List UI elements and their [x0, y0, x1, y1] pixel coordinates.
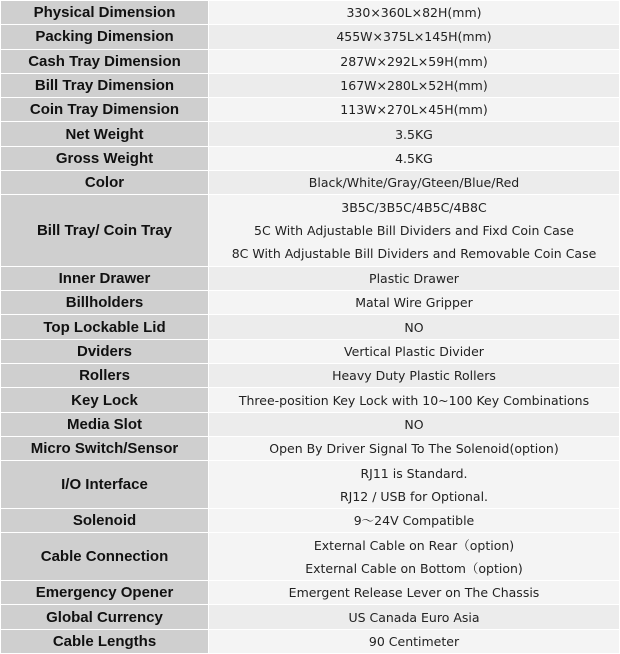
spec-value-line: Open By Driver Signal To The Solenoid(option): [269, 441, 559, 457]
spec-value-line: 330×360L×82H(mm): [346, 5, 482, 21]
spec-value: [209, 364, 619, 387]
spec-row: [1, 605, 619, 628]
spec-value: [209, 315, 619, 338]
spec-value: [209, 461, 619, 508]
spec-label: Dviders: [1, 340, 208, 363]
spec-row: [1, 147, 619, 170]
spec-row: [1, 413, 619, 436]
spec-value: [209, 581, 619, 604]
spec-row: [1, 25, 619, 48]
spec-value: [209, 630, 619, 653]
spec-value: [209, 605, 619, 628]
spec-table-body: [1, 1, 619, 653]
spec-value-line: Matal Wire Gripper: [355, 295, 473, 311]
spec-row: [1, 98, 619, 121]
spec-value: [209, 74, 619, 97]
spec-value: [209, 122, 619, 145]
spec-label: Bill Tray Dimension: [1, 74, 208, 97]
spec-value-line: 287W×292L×59H(mm): [340, 53, 488, 69]
spec-row: [1, 1, 619, 24]
spec-label: I/O Interface: [1, 461, 208, 508]
spec-row: [1, 630, 619, 653]
spec-value-line: 3B5C/3B5C/4B5C/4B8C: [341, 200, 487, 216]
spec-value-line: External Cable on Rear（option): [313, 537, 515, 553]
spec-row: [1, 533, 619, 580]
spec-value-line: Emergent Release Lever on The Chassis: [288, 585, 540, 601]
spec-label: Top Lockable Lid: [1, 315, 208, 338]
spec-value: [209, 437, 619, 460]
spec-row: [1, 364, 619, 387]
spec-row: [1, 581, 619, 604]
spec-value: [209, 267, 619, 290]
spec-value-line: NO: [404, 319, 424, 335]
spec-row: [1, 267, 619, 290]
spec-row: [1, 122, 619, 145]
spec-value-line: Heavy Duty Plastic Rollers: [332, 368, 496, 384]
spec-value-line: 3.5KG: [395, 126, 433, 142]
spec-value-line: RJ11 is Standard.: [360, 465, 468, 481]
spec-value: [209, 1, 619, 24]
spec-label: Rollers: [1, 364, 208, 387]
spec-row: [1, 315, 619, 338]
spec-label: Gross Weight: [1, 147, 208, 170]
spec-row: [1, 74, 619, 97]
spec-value: [209, 533, 619, 580]
spec-value: [209, 98, 619, 121]
spec-value: [209, 195, 619, 266]
spec-value: [209, 147, 619, 170]
spec-value-line: 9～24V Compatible: [353, 513, 475, 529]
spec-value-line: NO: [404, 416, 424, 432]
spec-label: Inner Drawer: [1, 267, 208, 290]
spec-value-line: Black/White/Gray/Gteen/Blue/Red: [308, 175, 520, 191]
spec-label: Media Slot: [1, 413, 208, 436]
spec-value-line: 8C With Adjustable Bill Dividers and Removable Coin Case: [231, 246, 597, 262]
spec-value: [209, 388, 619, 411]
spec-value: [209, 509, 619, 532]
spec-label: Physical Dimension: [1, 1, 208, 24]
spec-value-line: 455W×375L×145H(mm): [336, 29, 492, 45]
spec-value-line: Vertical Plastic Divider: [344, 343, 484, 359]
spec-value-line: RJ12 / USB for Optional.: [339, 488, 489, 504]
spec-value-line: 113W×270L×45H(mm): [340, 102, 488, 118]
spec-label: Bill Tray/ Coin Tray: [1, 195, 208, 266]
spec-value-line: US Canada Euro Asia: [348, 609, 480, 625]
spec-row: [1, 437, 619, 460]
spec-label: Cable Lengths: [1, 630, 208, 653]
spec-row: [1, 50, 619, 73]
spec-label: Cable Connection: [1, 533, 208, 580]
spec-value-line: External Cable on Bottom（option): [305, 560, 523, 576]
spec-label: Billholders: [1, 291, 208, 314]
spec-label: Micro Switch/Sensor: [1, 437, 208, 460]
spec-value-line: 5C With Adjustable Bill Dividers and Fixd Coin Case: [254, 223, 574, 239]
spec-value-line: 167W×280L×52H(mm): [340, 78, 488, 94]
spec-label: Net Weight: [1, 122, 208, 145]
spec-value: [209, 291, 619, 314]
spec-label: Coin Tray Dimension: [1, 98, 208, 121]
spec-label: Key Lock: [1, 388, 208, 411]
spec-value-line: 4.5KG: [395, 150, 433, 166]
spec-label: Global Currency: [1, 605, 208, 628]
spec-label: Cash Tray Dimension: [1, 50, 208, 73]
spec-value: [209, 413, 619, 436]
spec-row: [1, 388, 619, 411]
spec-value: [209, 25, 619, 48]
spec-row: [1, 291, 619, 314]
spec-label: Emergency Opener: [1, 581, 208, 604]
spec-row: [1, 340, 619, 363]
spec-row: [1, 195, 619, 266]
spec-value-line: Plastic Drawer: [369, 271, 459, 287]
spec-value-line: 90 Centimeter: [368, 633, 460, 649]
spec-row: [1, 509, 619, 532]
spec-value: [209, 50, 619, 73]
spec-value: [209, 171, 619, 194]
spec-value-line: Three-position Key Lock with 10~100 Key Combinations: [238, 392, 590, 408]
spec-value: [209, 340, 619, 363]
spec-label: Color: [1, 171, 208, 194]
spec-label: Solenoid: [1, 509, 208, 532]
spec-label: Packing Dimension: [1, 25, 208, 48]
spec-row: [1, 461, 619, 508]
spec-row: [1, 171, 619, 194]
